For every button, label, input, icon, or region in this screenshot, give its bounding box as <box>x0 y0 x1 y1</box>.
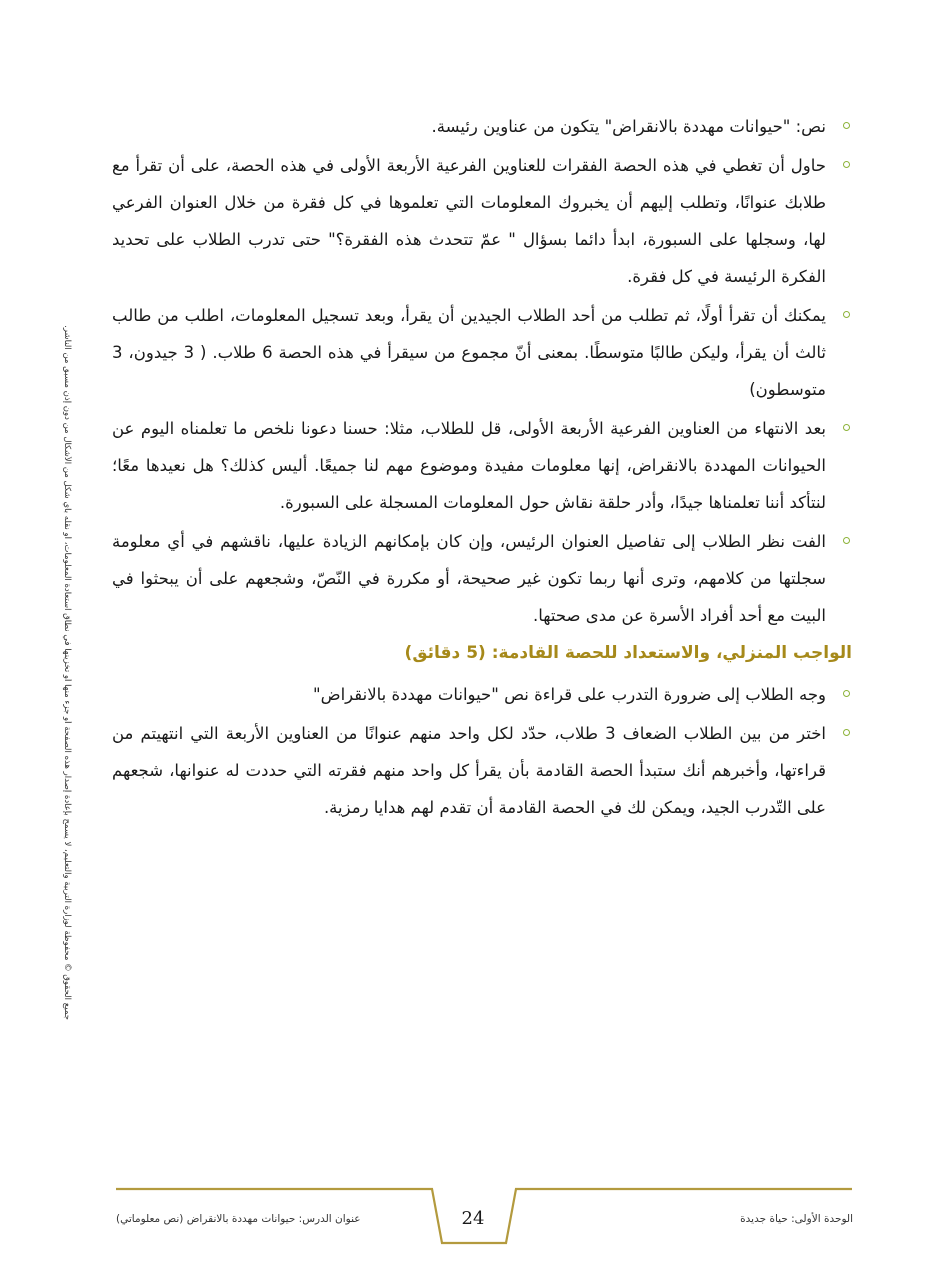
bullet-circle-icon <box>843 122 850 129</box>
list-item <box>112 676 852 713</box>
list-item <box>112 410 852 521</box>
list-item-text: يمكنك أن تقرأ أولًا، ثم تطلب من أحد الطلاب الجيدين أن يقرأ، وبعد تسجيل المعلومات، اطلب من طالب ثالث أن يقرأ، وليكن طالبًا متوسطًا. بمعنى أنّ مجموع من سيقرأ في هذه الحصة 6 طلاب. ( 3 جيدون، 3 متوسطون) <box>112 306 826 399</box>
bullet-circle-icon <box>843 161 850 168</box>
page-footer <box>0 1180 945 1250</box>
bullet-circle-icon <box>843 690 850 697</box>
list-item-text: الفت نظر الطلاب إلى تفاصيل العنوان الرئيس، وإن كان بإمكانهم الزيادة عليها، ناقشهم في أي معلومة سجلتها من كلامهم، وترى أنها ربما تكون غير صحيحة، أو مكررة في النّصّ، وشجعهم على أن يبحثوا في البيت مع أحد أفراد الأسرة عن مدى صحتها. <box>112 532 826 625</box>
list-item <box>112 523 852 634</box>
bullet-circle-icon <box>843 311 850 318</box>
list-item-text: نص: "حيوانات مهددة بالانقراض" يتكون من عناوين رئيسة. <box>431 117 826 136</box>
homework-heading: الواجب المنزلي، والاستعداد للحصة القادمة: (5 دقائق) <box>404 643 852 663</box>
page-content <box>112 108 852 828</box>
bullet-circle-icon <box>843 729 850 736</box>
list-item <box>112 715 852 826</box>
footer-lesson-title: عنوان الدرس: حيوانات مهددة بالانقراض (نص معلوماتي) <box>116 1213 361 1225</box>
footer-unit-title: الوحدة الأولى: حياة جديدة <box>740 1213 853 1225</box>
homework-list <box>112 676 852 826</box>
instruction-list <box>112 108 852 634</box>
list-item-text: وجه الطلاب إلى ضرورة التدرب على قراءة نص "حيوانات مهددة بالانقراض" <box>313 685 826 704</box>
list-item-text: بعد الانتهاء من العناوين الفرعية الأربعة الأولى، قل للطلاب، مثلا: حسنا دعونا نلخص ما تعلمناه اليوم عن الحيوانات المهددة بالانقراض، إنها معلومات مفيدة وموضوع مهم لنا جميعًا. أليس كذلك؟ هل نعيدها معًا؛ لنتأكد أننا تعلمناها جيدًا، وأدر حلقة نقاش حول المعلومات المسجلة على السبورة. <box>112 419 826 512</box>
list-item <box>112 297 852 408</box>
list-item <box>112 147 852 295</box>
bullet-circle-icon <box>843 537 850 544</box>
list-item <box>112 108 852 145</box>
list-item-text: اختر من بين الطلاب الضعاف 3 طلاب، حدّد لكل واحد منهم عنوانًا من العناوين الأربعة التي انتهيتم من قراءتها، وأخبرهم أنك ستبدأ الحصة القادمة بأن يقرأ كل واحد منهم فقرته التي حددت له عنوانها، شجعهم على التّدرب الجيد، ويمكن لك في الحصة القادمة أن تقدم لهم هدايا رمزية. <box>112 724 826 817</box>
bullet-circle-icon <box>843 424 850 431</box>
list-item-text: حاول أن تغطي في هذه الحصة الفقرات للعناوين الفرعية الأربعة الأولى في هذه الحصة، على أن تقرأ مع طلابك عنوانًا، وتطلب إليهم أن يخبروك المعلومات التي تعلموها في كل فقرة من خلال العنوان الفرعي لها، وسجلها على السبورة، ابدأ دائما بسؤال " عمّ تتحدث هذه الفقرة؟" حتى تدرب الطلاب على تحديد الفكرة الرئيسة في كل فقرة. <box>112 156 826 286</box>
copyright-text: جميع الحقوق © محفوظة لوزارة التربية والتعليم، لا يسمح بإعادة إصدار هذه الصفحة أو جزء منها أو تخزينها في نطاق استعادة المعلومات، أو نقله بأي شكل من الأشكال من دون إذن مسبق من الناشر. <box>62 325 72 1020</box>
copyright-side-note <box>58 300 72 1020</box>
page-number: 24 <box>461 1208 485 1229</box>
